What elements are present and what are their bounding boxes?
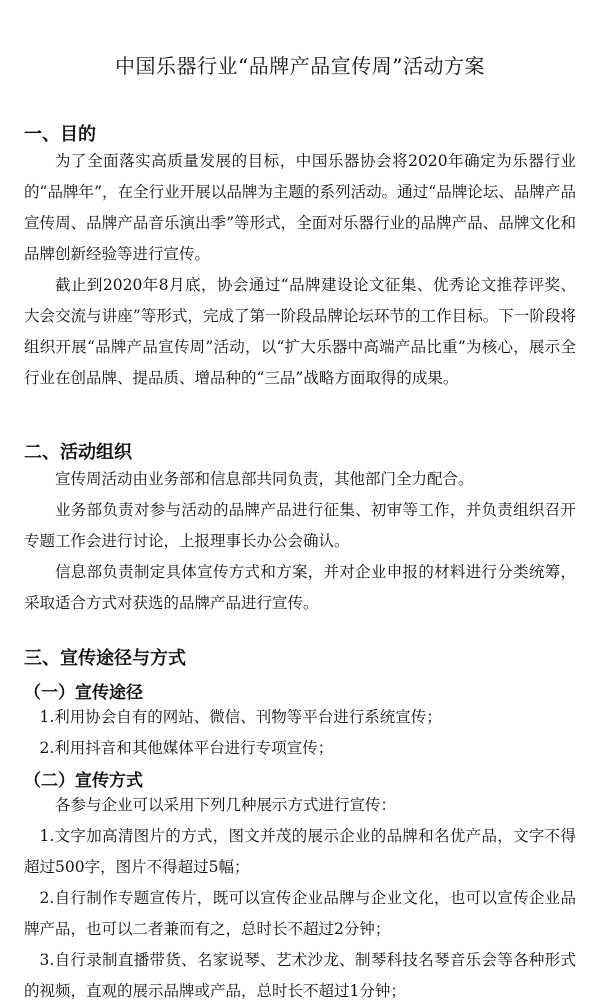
list-item: 2.利用抖音和其他媒体平台进行专项宣传；	[39, 739, 334, 757]
paragraph: 截止到2020年8月底，协会通过“品牌建设论文征集、优秀论文推荐评奖、大会交流与讲座”等形式，完成了第一阶段品牌论坛环节的工作目标。下一阶段将组织开展“品牌产品宣传周”活动，以“扩大乐器中高端产品比重”为核心，展示全行业在创品牌、提品质、增品种的“三品”战略方面取得的成果。	[24, 276, 576, 387]
section-heading-purpose: 一、目的	[24, 124, 96, 145]
subsection-heading-channels: （一）宣传途径	[24, 683, 143, 703]
section-heading-channels: 三、宣传途径与方式	[24, 648, 186, 669]
list-item: 3.自行录制直播带货、名家说琴、艺术沙龙、制琴科技名琴音乐会等各种形式的视频，直观的展示品牌或产品，总时长不超过1分钟；	[24, 951, 576, 1000]
section-heading-organization: 二、活动组织	[24, 442, 132, 463]
paragraph: 宣传周活动由业务部和信息部共同负责，其他部门全力配合。	[55, 470, 474, 488]
paragraph: 各参与企业可以采用下列几种展示方式进行宣传：	[55, 796, 397, 814]
subsection-heading-methods: （二）宣传方式	[24, 771, 143, 791]
paragraph: 为了全面落实高质量发展的目标，中国乐器协会将2020年确定为乐器行业的“品牌年”，在全行业开展以品牌为主题的系列活动。通过“品牌论坛、品牌产品宣传周、品牌产品音乐演出季”等形式，全面对乐器行业的品牌产品、品牌文化和品牌创新经验等进行宣传。	[24, 152, 576, 263]
document-title: 中国乐器行业“品牌产品宣传周”活动方案	[115, 54, 485, 78]
list-item: 1.文字加高清图片的方式，图文并茂的展示企业的品牌和名优产品，文字不得超过500字，图片不得超过5幅；	[24, 827, 576, 876]
paragraph: 业务部负责对参与活动的品牌产品进行征集、初审等工作，并负责组织召开专题工作会进行讨论，上报理事长办公会确认。	[24, 501, 576, 550]
list-item: 1.利用协会自有的网站、微信、刊物等平台进行系统宣传；	[39, 708, 442, 726]
list-item: 2.自行制作专题宣传片，既可以宣传企业品牌与企业文化，也可以宣传企业品牌产品，也可以二者兼而有之，总时长不超过2分钟；	[24, 889, 576, 938]
paragraph: 信息部负责制定具体宣传方式和方案，并对企业申报的材料进行分类统筹，采取适合方式对获选的品牌产品进行宣传。	[24, 563, 576, 612]
